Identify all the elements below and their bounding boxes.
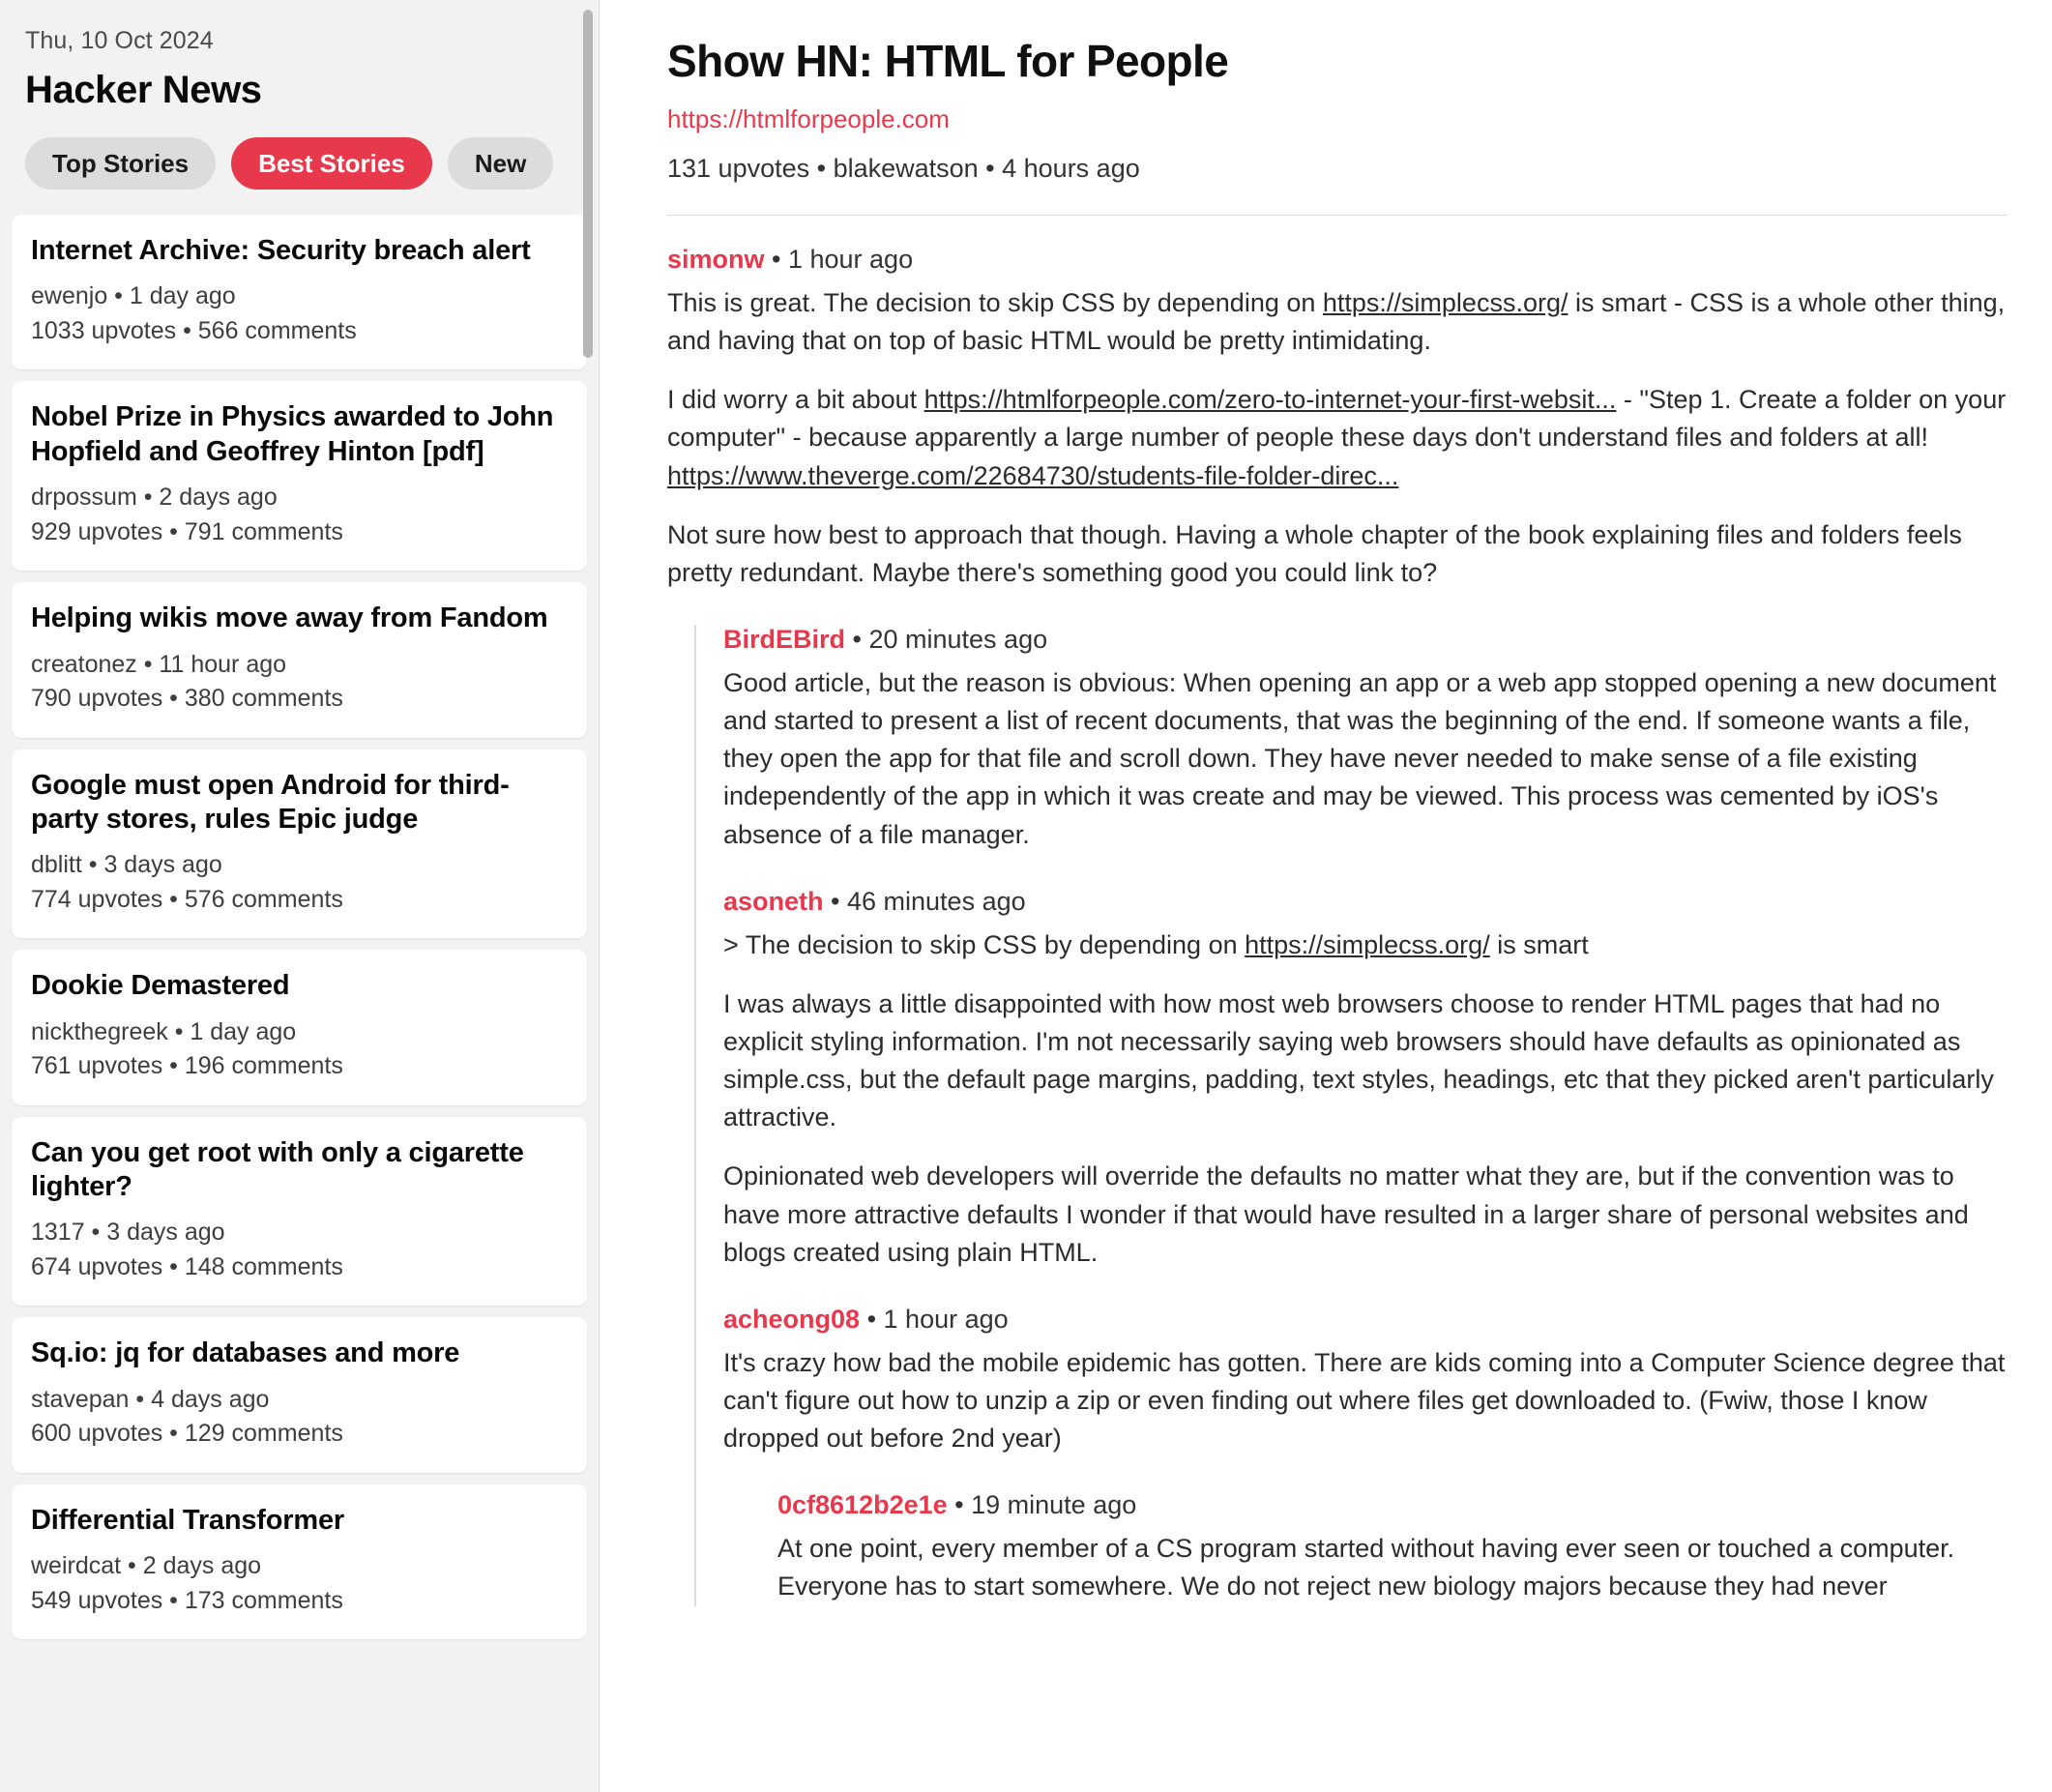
comment-header [723, 625, 2008, 655]
story-meta: weirdcat • 2 days ago [31, 1552, 262, 1580]
current-date: Thu, 10 Oct 2024 [25, 27, 214, 54]
comment-body [777, 1530, 2008, 1605]
story-title[interactable]: Can you get root with only a cigarette lighter? [31, 1136, 524, 1202]
comment-timestamp: • 1 hour ago [772, 245, 914, 274]
story-meta: creatonez • 11 hour ago [31, 650, 287, 678]
list-item[interactable] [12, 749, 587, 939]
comment-paragraph: Not sure how best to approach that though. Having a whole chapter of the book explaining files and folders feels pretty redundant. Maybe there's something good you could link to? [667, 519, 1962, 587]
site-title: Hacker News [25, 69, 262, 111]
comment-paragraph: I was always a little disappointed with how most web browsers choose to render HTML pages that had no explicit styling information. I'm not necessarily saying web browsers should have defaults as opinionated as simple.css, but the default page margins, padding, text styles, headings, etc that they picked aren't particularly attractive. [723, 988, 1994, 1132]
story-title[interactable]: Helping wikis move away from Fandom [31, 602, 548, 634]
comment-paragraph: It's crazy how bad the mobile epidemic has gotten. There are kids coming into a Computer Science degree that can't figure out how to unzip a zip or even finding out where files get downloaded to. (Fwiw, those I know dropped out before 2nd year) [723, 1347, 2006, 1454]
comment-paragraph [667, 284, 2008, 360]
comment-header [723, 887, 2008, 917]
comment-text: is smart - CSS is a whole other thing, and having that on top of basic HTML would be pretty intimidating. [667, 288, 2006, 356]
comment-text: This is great. The decision to skip CSS by depending on [667, 288, 1323, 317]
comment-author[interactable]: simonw [667, 245, 765, 274]
sidebar [0, 0, 600, 1792]
story-stats: 600 upvotes • 129 comments [31, 1420, 343, 1448]
list-item[interactable] [12, 950, 587, 1104]
story-title[interactable]: Google must open Android for third-party stores, rules Epic judge [31, 769, 510, 835]
comment-body [723, 664, 2008, 854]
comment-timestamp: • 19 minute ago [954, 1490, 1137, 1520]
inline-link-theverge[interactable]: https://www.theverge.com/22684730/students-file-folder-direc... [667, 460, 1399, 490]
comment-text: I did worry a bit about [667, 385, 924, 415]
comment-body [667, 284, 2008, 592]
story-meta: nickthegreek • 1 day ago [31, 1017, 297, 1045]
post-url-link[interactable]: https://htmlforpeople.com [667, 104, 950, 133]
comment-paragraph: Good article, but the reason is obvious: When opening an app or a web app stopped opening a new document and started to present a list of recent documents, that was the beginning of the end. If someone wants a file, they open the app for that file and scroll down. They have never needed to make sense of a file existing independently of the app in which it was create and may be viewed. This process was cemented by iOS's absence of a file manager. [723, 667, 1997, 849]
tab-top-stories[interactable]: Top Stories [25, 137, 216, 190]
inline-link-simplecss[interactable]: https://simplecss.org/ [1245, 929, 1490, 959]
comment-text: > The decision to skip CSS by depending on [723, 929, 1246, 959]
nested-reply-thread-level2 [750, 1490, 2008, 1605]
comment-paragraph [667, 381, 2008, 494]
comment-timestamp: • 46 minutes ago [831, 886, 1026, 916]
story-meta: ewenjo • 1 day ago [31, 282, 236, 310]
comment-text: is smart [1489, 929, 1589, 959]
comment-simonw [667, 245, 2008, 592]
story-stats: 761 upvotes • 196 comments [31, 1052, 343, 1080]
story-stats: 929 upvotes • 791 comments [31, 517, 343, 545]
comment-paragraph: At one point, every member of a CS program started without having ever seen or touched a computer. Everyone has to start somewhere. We do not reject new biology majors because they had never [777, 1534, 1955, 1601]
comment-author[interactable]: BirdEBird [723, 624, 846, 654]
list-item[interactable] [12, 215, 587, 369]
page-title: Show HN: HTML for People [667, 36, 1229, 86]
list-item[interactable] [12, 1117, 587, 1307]
sidebar-inner [0, 0, 599, 1792]
comment-paragraph: Opinionated web developers will override the defaults no matter what they are, but if the convention was to have more attractive defaults I wonder if that would have resulted in a larger share of personal websites and blogs created using plain HTML. [723, 1161, 1969, 1267]
story-title[interactable]: Internet Archive: Security breach alert [31, 235, 531, 266]
story-filter-tabs [25, 137, 573, 190]
list-item[interactable] [12, 1317, 587, 1472]
story-stats: 1033 upvotes • 566 comments [31, 316, 357, 344]
comment-body [723, 1344, 2008, 1457]
comment-header [723, 1305, 2008, 1335]
comment-asoneth [723, 887, 2008, 1272]
tab-new[interactable]: New [448, 137, 553, 190]
comment-birdebird [723, 625, 2008, 854]
comment-timestamp: • 20 minutes ago [852, 624, 1048, 654]
story-stats: 774 upvotes • 576 comments [31, 885, 343, 913]
story-stats: 790 upvotes • 380 comments [31, 685, 343, 712]
sidebar-scrollbar-thumb[interactable] [583, 10, 593, 358]
story-meta: dblitt • 3 days ago [31, 851, 222, 879]
comment-acheong08 [723, 1305, 2008, 1457]
comment-text: - "Step 1. Create a folder on your computer" - because apparently a large number of people these days don't understand files and folders at all! [667, 385, 2007, 453]
comment-author[interactable]: acheong08 [723, 1304, 861, 1334]
list-item[interactable] [12, 582, 587, 737]
comment-author[interactable]: 0cf8612b2e1e [777, 1490, 948, 1520]
story-meta: 1317 • 3 days ago [31, 1219, 225, 1247]
sidebar-scrollbar[interactable] [583, 0, 593, 1792]
nested-reply-thread [694, 625, 2008, 1606]
post-meta: 131 upvotes • blakewatson • 4 hours ago [667, 154, 1140, 183]
list-item[interactable] [12, 381, 587, 571]
story-meta: drpossum • 2 days ago [31, 484, 278, 512]
comment-author[interactable]: asoneth [723, 886, 824, 916]
post-detail-panel [600, 0, 2052, 1792]
comment-body [723, 926, 2008, 1272]
story-stats: 674 upvotes • 148 comments [31, 1252, 343, 1280]
story-title[interactable]: Differential Transformer [31, 1504, 344, 1536]
story-title[interactable]: Sq.io: jq for databases and more [31, 1337, 460, 1369]
story-list[interactable] [0, 215, 599, 1792]
tab-best-stories[interactable]: Best Stories [231, 137, 432, 190]
inline-link-htmlforpeople-chapter[interactable]: https://htmlforpeople.com/zero-to-internet-your-first-websit... [923, 385, 1617, 415]
comment-header [667, 245, 2008, 275]
story-stats: 549 upvotes • 173 comments [31, 1586, 343, 1614]
story-title[interactable]: Nobel Prize in Physics awarded to John Hopfield and Geoffrey Hinton [pdf] [31, 401, 554, 467]
story-title[interactable]: Dookie Demastered [31, 970, 290, 1002]
comment-paragraph [723, 926, 2008, 964]
comment-timestamp: • 1 hour ago [866, 1304, 1009, 1334]
comment-0cf8612b2e1e [777, 1490, 2008, 1605]
divider [667, 215, 2008, 216]
story-meta: stavepan • 4 days ago [31, 1385, 270, 1413]
list-item[interactable] [12, 1484, 587, 1639]
inline-link-simplecss[interactable]: https://simplecss.org/ [1322, 288, 1568, 317]
comment-header [777, 1490, 2008, 1520]
